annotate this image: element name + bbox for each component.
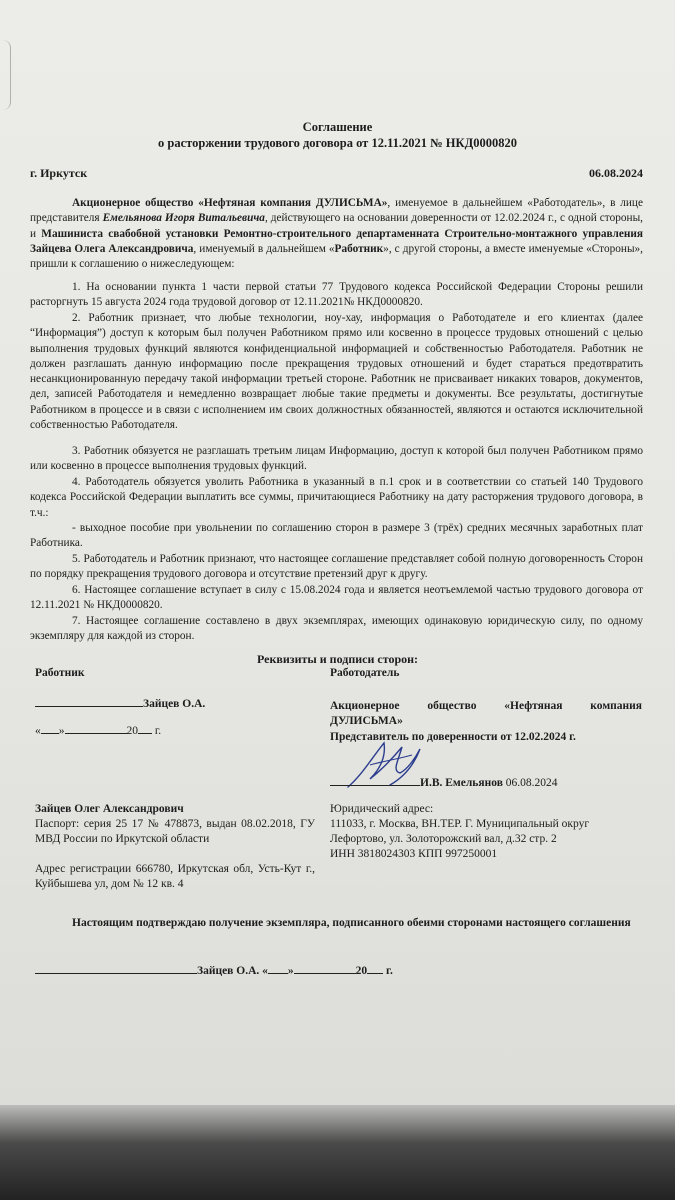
employee-registration-address: Адрес регистрации 666780, Иркутская обл, Усть-Кут г., Куйбышева ул, дом № 12 кв. 4: [35, 863, 315, 890]
representative-name: Емельянова Игоря Витальевича: [102, 212, 265, 225]
employee-sign-name: Зайцев О.А.: [143, 698, 206, 710]
receipt-month-blank: [294, 962, 356, 974]
doc-date: 06.08.2024: [589, 166, 643, 180]
clause-2: 2. Работник признает, что любые технологии, ноу-хау, информация о Работодателе и его клиентах (далее “Информация”) доступ к которым был получен Работником прямо или косвенно в процессе трудовых отношений с целью выполнения трудовых функций являются конфиденциальной информацией и собственностью Работодателя. Работник не должен разглашать данную информацию после прекращения трудовых отношений и будет стараться предотвратить несанкционированную передачу такой информации третьей стороне. Работник не присваивает никаких товаров, документов, дел, записей Работодателя и немедленно возвращает любые такие предметы и документы. Все результаты, достигнутые Работником в процессе и в связи с исполнением им своих должностных обязанностей, являются и остаются исключительной собственностью Работодателя.: [30, 312, 643, 432]
employee-date-line: [35, 722, 161, 739]
employee-passport: Паспорт: серия 25 17 № 478873, выдан 08.02.2018, ГУ МВД России по Иркутской области: [35, 818, 315, 845]
signatures-heading: Реквизиты и подписи сторон:: [256, 652, 419, 666]
inn-kpp: ИНН 3818024303 КПП 997250001: [330, 848, 498, 860]
month-blank: [65, 722, 127, 734]
receipt-year-suffix: г.: [386, 965, 393, 977]
employee-full-title: Машиниста свабобной установки Ремонтно-строительного департаменната Строительно-монтажного управления Зайцева Олега Александровича: [30, 227, 643, 255]
doc-title: Соглашение: [302, 120, 373, 134]
signature-blank: [35, 695, 143, 707]
clause-4-item: - выходное пособие при увольнении по соглашению сторон в размере 3 (трёх) средних месячных заработных плат Работника.: [30, 522, 643, 550]
receipt-signature-line: Зайцев О.А. « » 20 г.: [35, 962, 393, 979]
date-open-quote: «: [35, 725, 41, 737]
year-suffix: г.: [154, 725, 162, 737]
doc-subtitle: о расторжении трудового договора от 12.11.2021 № НКД0000820: [158, 136, 517, 150]
intro-text-1: , именуемое в дальнейшем «Работодатель», в лице представителя: [30, 197, 643, 225]
receipt-year-prefix: 20: [355, 965, 368, 977]
receipt-year-blank: [367, 962, 383, 974]
employer-sign-name: И.В. Емельянов: [420, 777, 503, 789]
day-blank: [41, 722, 59, 734]
employer-company: Акционерное общество «Нефтяная компания ДУЛИСЬМА»: [330, 700, 642, 727]
year-prefix: 20: [126, 725, 138, 737]
clause-3: 3. Работник обязуется не разглашать третьим лицам Информацию, доступ к которой был получен Работником прямо или косвенно в процессе выполнения трудовых функций.: [30, 445, 643, 473]
intro-text-4: », с другой стороны, а вместе именуемые «Стороны», пришли к соглашению о нижеследующем:: [30, 242, 644, 271]
employee-role: Работник: [334, 242, 384, 255]
receipt-signature-blank: [35, 962, 197, 974]
clause-4: 4. Работодатель обязуется уволить Работника в указанный в п.1 срок и в соответствии со статьей 140 Трудового кодекса Российской Федерации выплатить все суммы, причитающиеся Работнику на дату расторжения трудового договора, в т.ч.:: [30, 476, 643, 519]
company-name: Акционерное общество «Нефтяная компания ДУЛИСЬМА»: [72, 197, 388, 209]
employer-signature-line: [330, 774, 558, 791]
clause-5: 5. Работодатель и Работник признают, что настоящее соглашение представляет собой полную договоренность Сторон по порядку прекращения трудового договора и отсутствие претензий друг к другу.: [30, 553, 643, 581]
employer-sign-date: 06.08.2024: [505, 777, 558, 789]
intro-text-3: , именуемый в дальнейшем «: [193, 242, 335, 255]
employee-full-name: Зайцев Олег Александрович: [35, 803, 184, 815]
paper-clip-mark: [0, 40, 11, 110]
date-close-quote: »: [58, 725, 65, 737]
employer-signature-blank: [330, 774, 420, 786]
year-blank: [138, 722, 152, 734]
clause-7: 7. Настоящее соглашение составлено в двух экземплярах, имеющих одинаковую юридическую силу, по одному экземпляру для каждой из сторон.: [30, 615, 643, 643]
receipt-day-blank: [268, 962, 288, 974]
employer-representative: Представитель по доверенности от 12.02.2024 г.: [330, 731, 576, 743]
clause-6: 6. Настоящее соглашение вступает в силу с 15.08.2024 года и является неотъемлемой частью трудового договора от 12.11.2021 № НКД0000820.: [30, 584, 643, 612]
employer-label: Работодатель: [330, 667, 400, 679]
employee-signature-line: [35, 695, 205, 712]
receipt-sign-name: Зайцев О.А.: [197, 965, 260, 977]
legal-address-label: Юридический адрес:: [330, 803, 434, 815]
city: г. Иркутск: [30, 166, 88, 180]
legal-address: 111033, г. Москва, ВН.ТЕР. Г. Муниципальный округ Лефортово, ул. Золоторожский вал, д.32 стр. 2: [330, 818, 590, 845]
intro-paragraph: [30, 196, 643, 272]
employee-label: Работник: [35, 667, 85, 679]
clause-1: 1. На основании пункта 1 части первой статьи 77 Трудового кодекса Российской Федерации Стороны решили расторгнуть 15 августа 2024 года трудовой договор от 12.11.2021№ НКД0000820.: [30, 281, 643, 309]
photo-background: [0, 1105, 675, 1200]
receipt-statement: Настоящим подтверждаю получение экземпляра, подписанного обеими сторонами настоящего соглашения: [72, 917, 631, 929]
intro-text-2: , действующего на основании доверенности от 12.02.2024 г., с одной стороны, и: [30, 212, 643, 240]
